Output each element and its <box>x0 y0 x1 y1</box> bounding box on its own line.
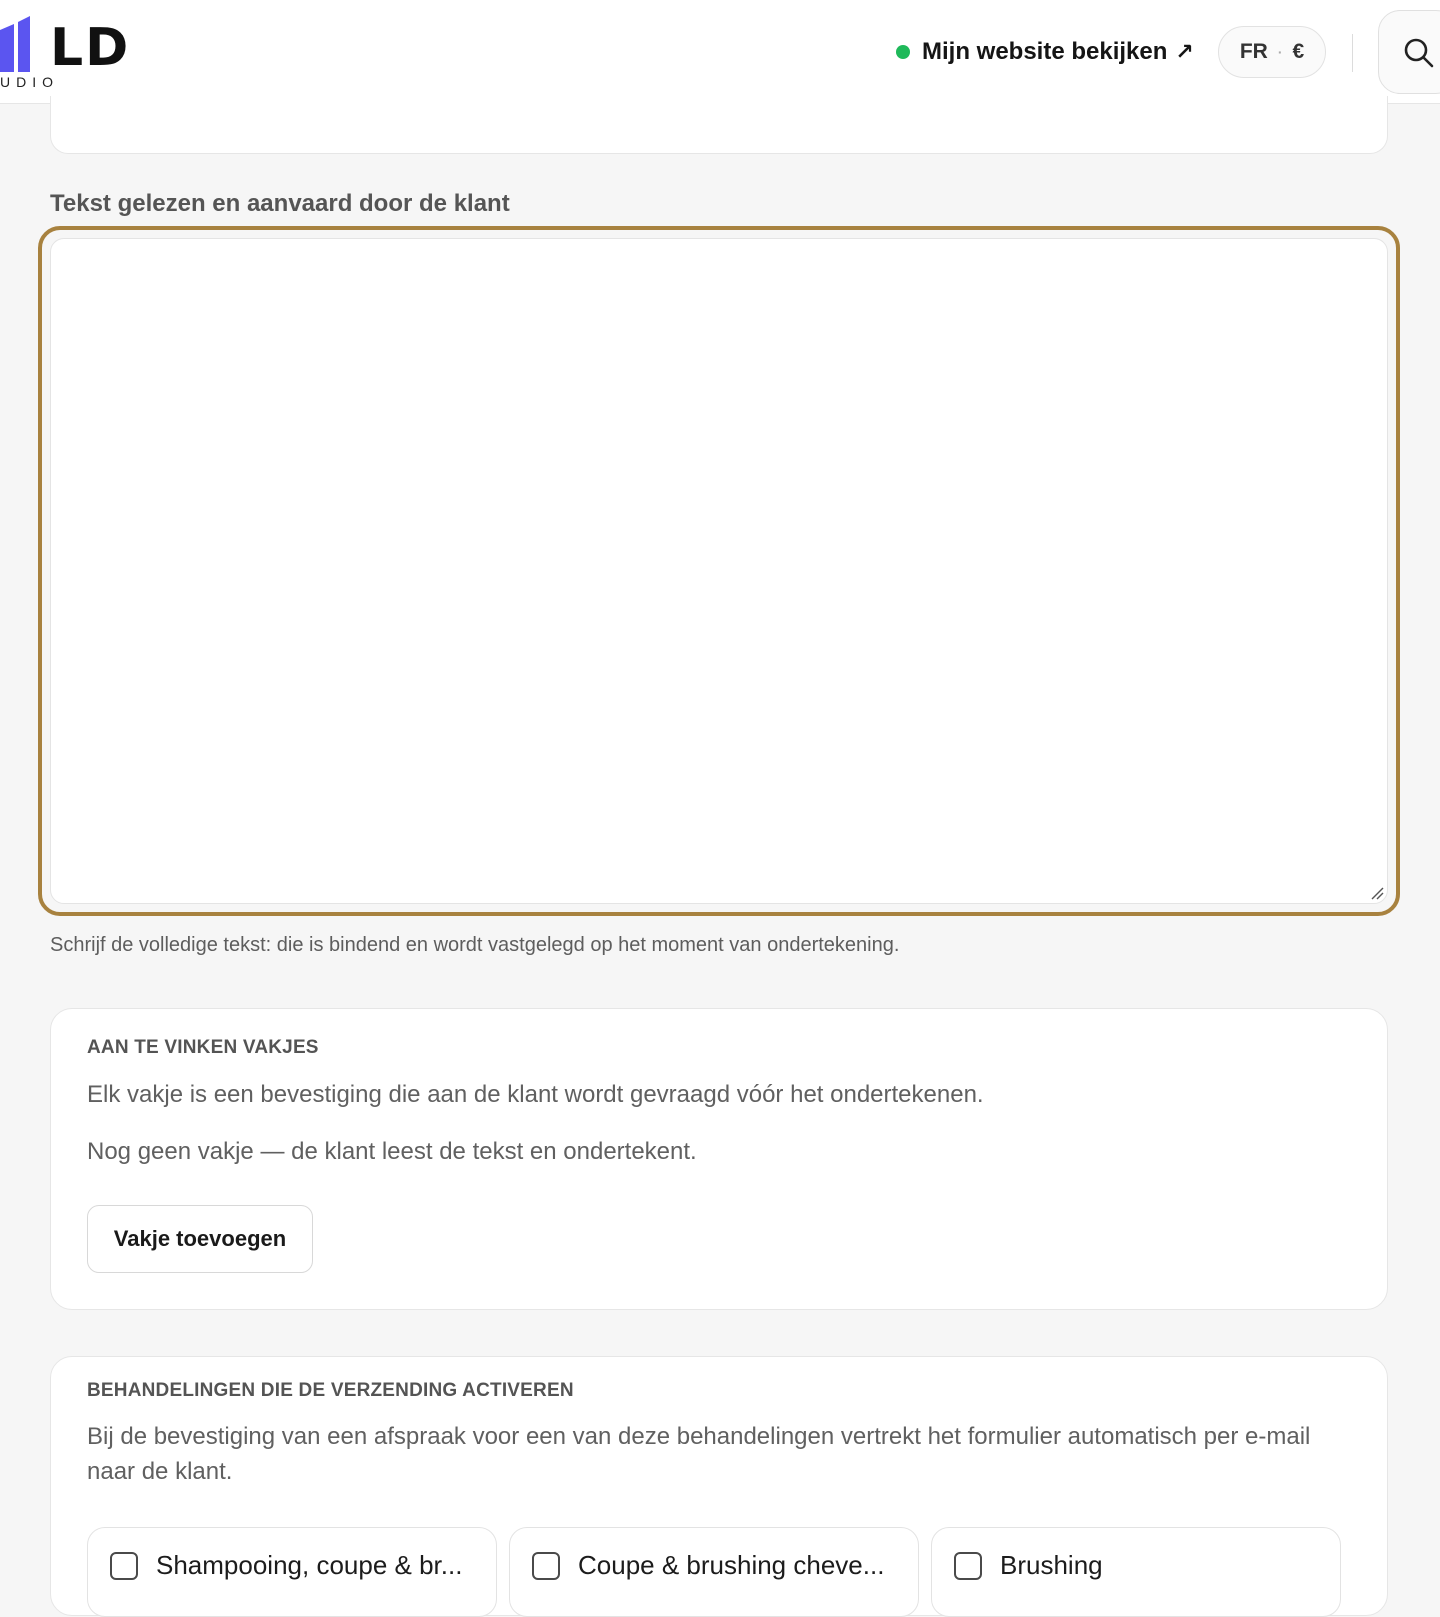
search-button[interactable] <box>1378 10 1440 94</box>
language-code: FR <box>1239 40 1268 63</box>
locale-separator: · <box>1277 44 1283 60</box>
consent-text-help: Schrijf de volledige tekst: die is bindend en wordt vastgelegd op het moment van ondertekening. <box>50 934 900 956</box>
treatment-label: Brushing <box>1000 1550 1103 1580</box>
treatment-option[interactable] <box>509 1527 919 1617</box>
checkboxes-empty-state: Nog geen vakje — de klant leest de tekst en ondertekent. <box>87 1138 697 1165</box>
consent-text-label: Tekst gelezen en aanvaard door de klant <box>50 190 510 217</box>
locale-currency-switcher[interactable] <box>1218 26 1326 78</box>
currency-symbol: € <box>1292 40 1305 63</box>
external-link-icon: ↗ <box>1175 39 1194 64</box>
add-checkbox-button[interactable]: Vakje toevoegen <box>87 1205 313 1273</box>
top-bar <box>0 0 1440 104</box>
consent-text-input[interactable] <box>50 238 1388 904</box>
treatment-option[interactable] <box>87 1527 497 1617</box>
treatment-option[interactable] <box>931 1527 1341 1617</box>
treatment-checkbox[interactable] <box>954 1552 982 1580</box>
header-divider <box>1352 34 1353 72</box>
resize-handle-icon[interactable] <box>1370 886 1384 900</box>
view-website-label: Mijn website bekijken <box>922 38 1168 65</box>
treatment-checkbox[interactable] <box>532 1552 560 1580</box>
checkboxes-section-description: Elk vakje is een bevestiging die aan de klant wordt gevraagd vóór het ondertekenen. <box>87 1081 984 1108</box>
treatment-checkbox[interactable] <box>110 1552 138 1580</box>
checkboxes-section-title: AAN TE VINKEN VAKJES <box>87 1037 319 1058</box>
treatments-section-description: Bij de bevestiging van een afspraak voor een van deze behandelingen vertrekt het formulier automatisch per e-mail naar de klant. <box>87 1423 1311 1485</box>
checkboxes-section-card <box>50 1008 1388 1310</box>
view-website-link[interactable] <box>896 34 1194 70</box>
treatments-section-card <box>50 1356 1388 1616</box>
logo[interactable] <box>0 14 160 90</box>
logo-subtext: UDIO <box>0 74 59 90</box>
treatments-section-title: BEHANDELINGEN DIE DE VERZENDING ACTIVEREN <box>87 1380 574 1401</box>
online-status-dot <box>896 45 910 59</box>
logo-text: LD <box>50 18 131 78</box>
treatment-label: Shampooing, coupe & br... <box>156 1550 463 1580</box>
previous-section-card <box>50 96 1388 154</box>
treatment-label: Coupe & brushing cheve... <box>578 1550 885 1580</box>
search-icon <box>1403 37 1435 69</box>
logo-bars-icon <box>0 16 48 74</box>
